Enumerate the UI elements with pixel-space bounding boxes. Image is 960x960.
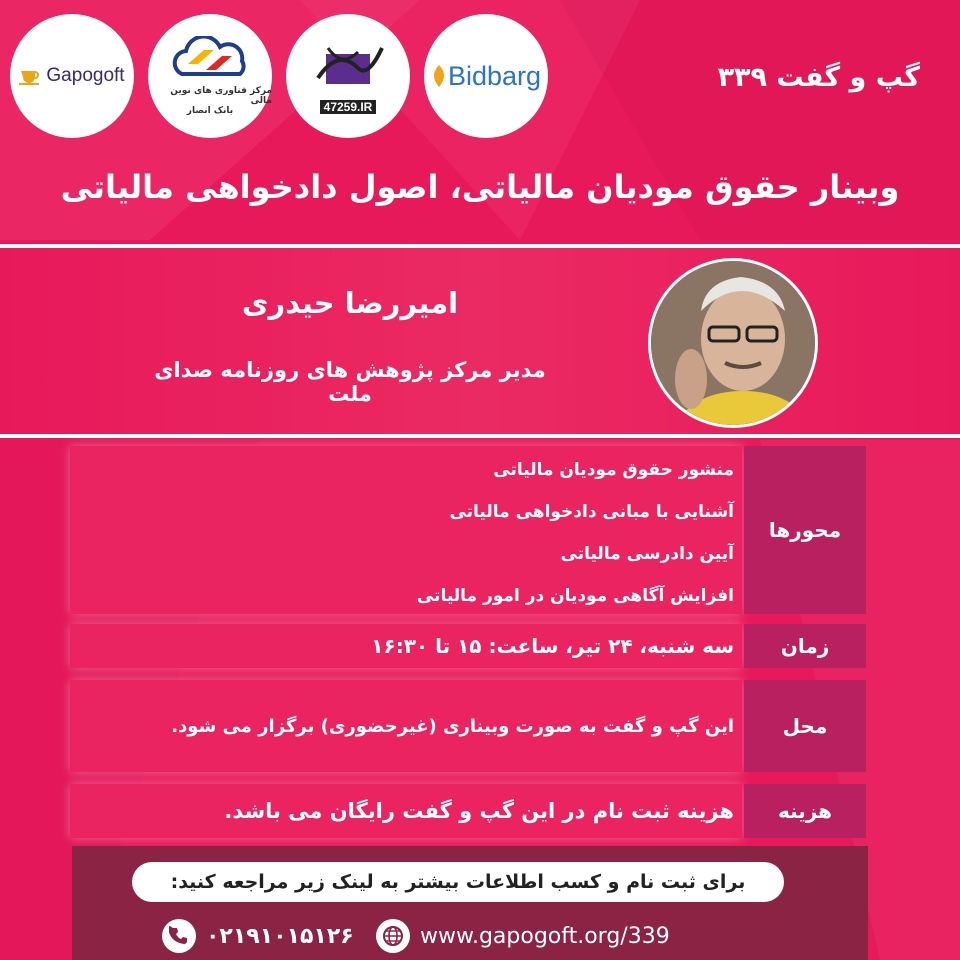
ehsas-logo-text: 47259.IR — [320, 100, 377, 114]
webinar-title: وبینار حقوق مودیان مالیاتی، اصول دادخواهی مالیاتی — [60, 168, 900, 206]
venue-row — [70, 680, 866, 772]
fintech-center-line2: بانک انصار — [186, 106, 234, 116]
venue-label: محل — [744, 680, 866, 772]
website-contact[interactable] — [376, 918, 670, 954]
fintech-center-line1: مرکز فناوری های نوین مالی — [170, 86, 272, 106]
speaker-portrait — [651, 261, 818, 428]
topic-item: آشنایی با مبانی دادخواهی مالیاتی — [449, 502, 734, 522]
venue-value: این گپ و گفت به صورت وبیناری (غیرحضوری) برگزار می شود. — [171, 715, 734, 737]
cup-icon — [19, 67, 43, 85]
gapogoft-logo — [10, 14, 134, 138]
middle-divider — [0, 434, 960, 438]
footer — [72, 846, 868, 960]
topic-item: افزایش آگاهی مودیان در امور مالیاتی — [416, 586, 734, 606]
website-link[interactable]: www.gapogoft.org/339 — [420, 923, 670, 949]
bidbarg-logo-text: Bidbarg — [447, 60, 542, 91]
topic-item: منشور حقوق مودیان مالیاتی — [493, 460, 734, 480]
fintech-center-logo — [148, 14, 272, 138]
series-title: گپ و گفت ۳۳۹ — [717, 62, 920, 93]
speaker-name: امیررضا حیدری — [241, 286, 459, 320]
phone-contact[interactable] — [162, 918, 354, 954]
time-value: سه شنبه، ۲۴ تیر، ساعت: ۱۵ تا ۱۶:۳۰ — [371, 634, 734, 658]
cost-label: هزینه — [744, 784, 866, 838]
register-banner: برای ثبت نام و کسب اطلاعات بیشتر به لینک زیر مراجعه کنید: — [132, 862, 784, 902]
time-row — [70, 624, 866, 668]
cost-row — [70, 784, 866, 838]
sponsor-logos — [10, 14, 550, 134]
phone-number[interactable]: ۰۲۱۹۱۰۱۵۱۲۶ — [206, 923, 354, 949]
bidbarg-logo — [424, 14, 548, 138]
ehsas-logo — [286, 14, 410, 138]
topic-item: آیین دادرسی مالیاتی — [560, 544, 734, 564]
topics-row — [70, 446, 866, 614]
leaf-icon — [431, 63, 447, 89]
speaker-photo — [648, 258, 818, 428]
globe-icon — [376, 919, 410, 953]
phone-icon — [162, 919, 196, 953]
speaker-role: مدیر مرکز پژوهش های روزنامه صدای ملت — [154, 358, 546, 406]
topics-label: محورها — [744, 446, 866, 614]
cloud-icon — [168, 36, 252, 82]
time-label: زمان — [744, 624, 866, 668]
calligraphy-mark — [308, 38, 388, 98]
gapogoft-logo-text: Gapogoft — [46, 65, 125, 86]
cost-value: هزینه ثبت نام در این گپ و گفت رایگان می باشد. — [224, 799, 734, 823]
